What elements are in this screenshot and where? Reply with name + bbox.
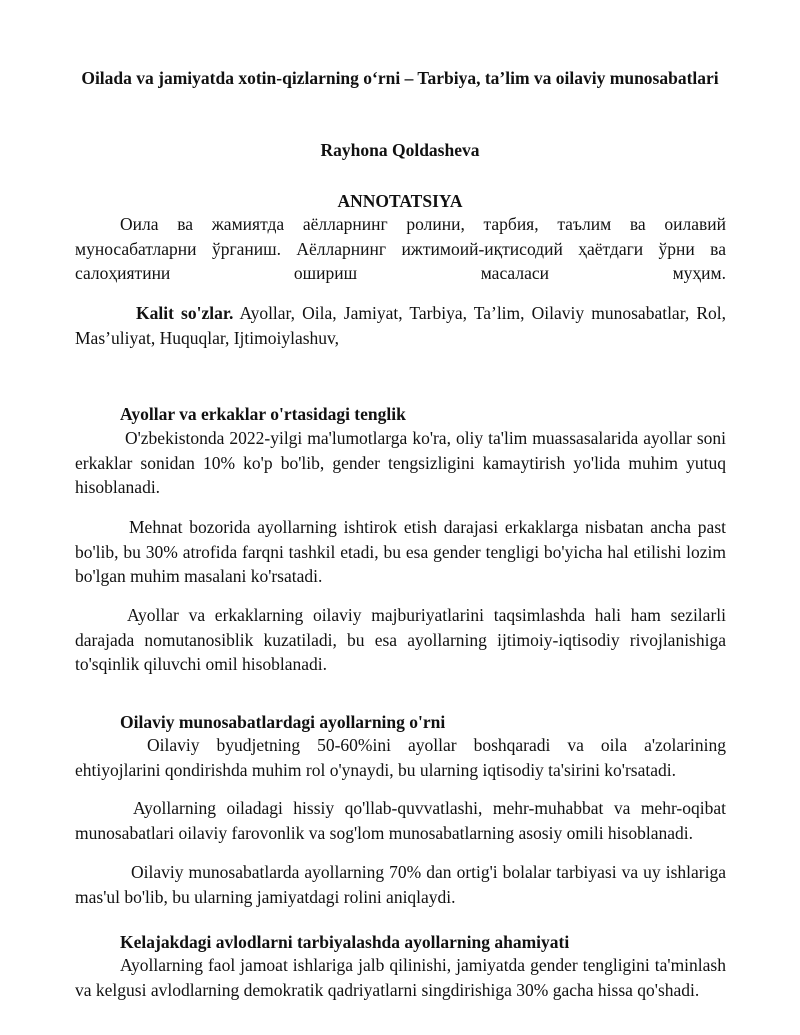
section-paragraph: Ayollarning oiladagi hissiy qo'llab-quvvatlashi, mehr-muhabbat va mehr-oqibat munosabatlari oilaviy farovonlik va sog'lom munosabatlarning asosiy omili hisoblanadi. — [75, 798, 726, 843]
annotation-heading: ANNOTATSIYA — [337, 191, 463, 211]
section-paragraph: Ayollarning faol jamoat ishlariga jalb qilinishi, jamiyatda gender tengligini ta'minlash va kelgusi avlodlarning demokratik qadriyatlarni singdirishiga 30% gacha hissa qo'shadi. — [75, 955, 726, 1000]
section-paragraph: Oilaviy munosabatlarda ayollarning 70% dan ortig'i bolalar tarbiyasi va uy ishlariga mas'ul bo'lib, bu ularning jamiyatdagi rolini aniqlaydi. — [75, 862, 726, 907]
section-paragraph: Oilaviy byudjetning 50-60%ini ayollar boshqaradi va oila a'zolarining ehtiyojlarini qondirishda muhim rol o'ynaydi, bu ularning iqtisodiy ta'sirini ko'rsatadi. — [75, 735, 726, 780]
section-paragraph: O'zbekistonda 2022-yilgi ma'lumotlarga ko'ra, oliy ta'lim muassasalarida ayollar soni erkaklar sonidan 10% ko'p bo'lib, gender tengsizligini kamaytirish yo'lida muhim yutuq hisoblanadi. — [75, 428, 726, 497]
keywords-paragraph — [75, 301, 726, 350]
section-paragraph: Ayollar va erkaklarning oilaviy majburiyatlarini taqsimlashda hali ham sezilarli darajada nomutanosiblik kuzatiladi, bu esa ayollarning ijtimoiy-iqtisodiy rivojlanishiga to'sqinlik qiluvchi omil hisoblanadi. — [75, 605, 726, 674]
section-heading: Kelajakdagi avlodlarni tarbiyalashda ayollarning ahamiyati — [120, 932, 570, 952]
section-paragraph: Mehnat bozorida ayollarning ishtirok etish darajasi erkaklarga nisbatan ancha past bo'lib, bu 30% atrofida farqni tashkil etadi, bu esa gender tengligi bo'yicha hal etilishi lozim bo'lgan muhim masalani ko'rsatadi. — [75, 517, 726, 586]
paper-title: Oilada va jamiyatda xotin-qizlarning o‘rni – Tarbiya, ta’lim va oilaviy munosabatlari — [81, 68, 719, 88]
keywords-label: Kalit so'zlar. — [136, 303, 234, 323]
section-heading: Ayollar va erkaklar o'rtasidagi tenglik — [120, 404, 406, 424]
section-heading: Oilaviy munosabatlardagi ayollarning o'rni — [120, 712, 446, 732]
keywords-text: Ayollar, Oila, Jamiyat, Tarbiya, Ta’lim, Oilaviy munosabatlar, Rol, Mas’uliyat, Huquqlar, Ijtimoiylashuv, — [75, 303, 726, 348]
author-name: Rayhona Qoldasheva — [320, 140, 480, 160]
annotation-text: Оила ва жамиятда аёлларнинг ролини, тарбия, таълим ва оилавий муносабатларни ўрганиш. Аёлларнинг ижтимоий-иқтисодий ҳаётдаги ўрни ва салоҳиятини ошириш масаласи муҳим. — [75, 214, 726, 283]
